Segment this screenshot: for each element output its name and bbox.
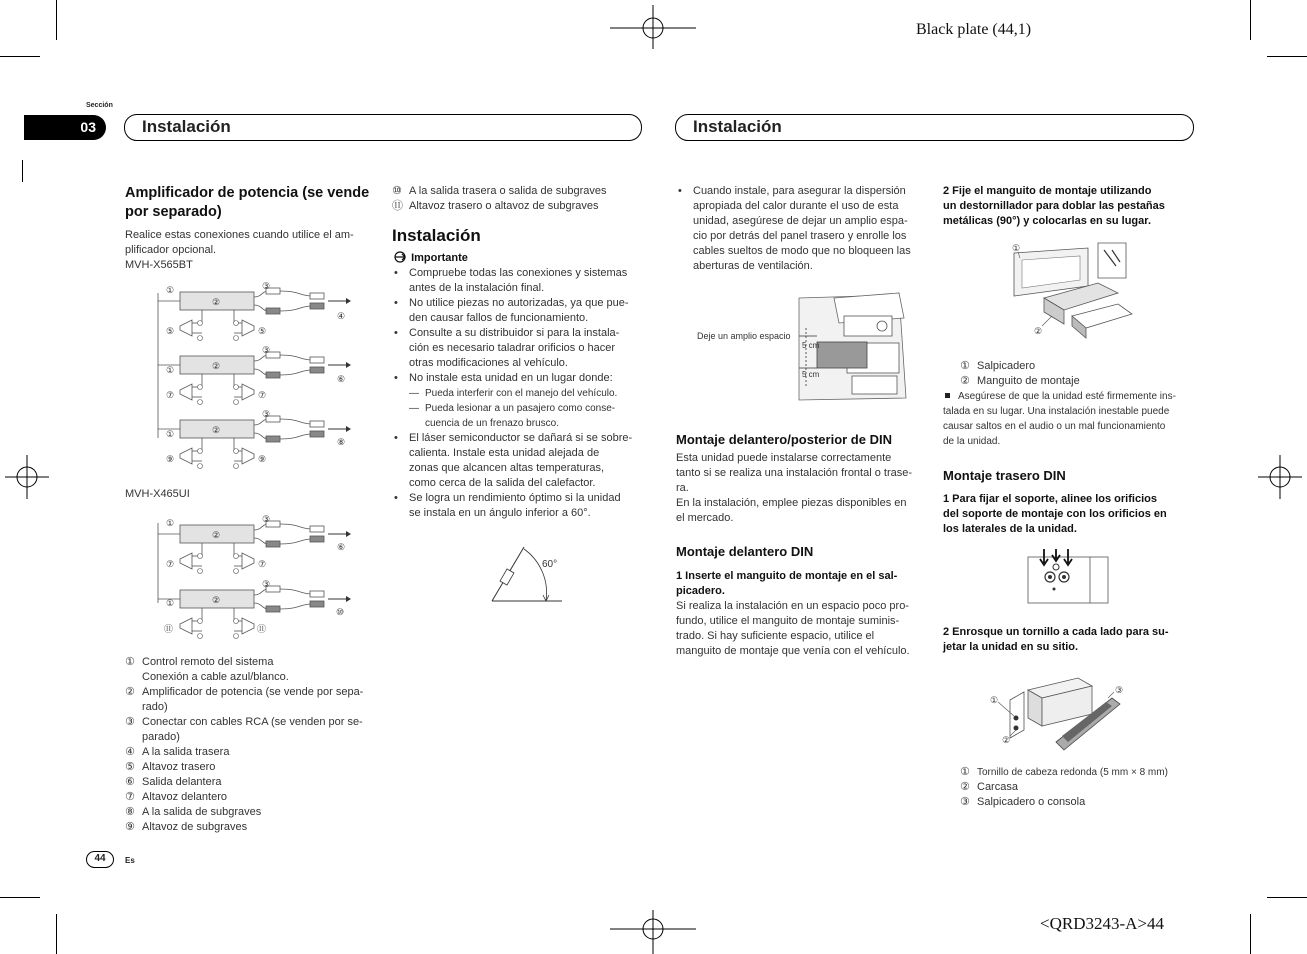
callout-2: ② [1002, 735, 1011, 745]
callout-7: ⑦ [166, 559, 175, 569]
crop-mark [1267, 897, 1307, 898]
mounting-sleeve-diagram [1008, 238, 1138, 343]
callout-9: ⑨ [166, 454, 175, 464]
legend-text: Salpicadero o consola [977, 796, 1086, 808]
legend-number: ② [960, 781, 970, 793]
rear-din-title: Montaje trasero DIN [943, 468, 1066, 483]
important-icon [392, 251, 408, 263]
legend-number: ⑧ [125, 806, 135, 818]
front-din-title: Montaje delantero DIN [676, 544, 814, 559]
section-band-left: Instalación [124, 114, 642, 141]
legend-text: Altavoz trasero [142, 761, 216, 773]
square-bullet-icon [945, 393, 950, 398]
document-code: <QRD3243-A>44 [1040, 914, 1165, 933]
legend-text: Carcasa [977, 781, 1018, 793]
legend-number: ① [960, 360, 970, 372]
amplifier-wiring-diagram [150, 278, 365, 646]
plate-label: Black plate (44,1) [916, 21, 1032, 38]
model-label: MVH-X565BT [125, 259, 193, 271]
section-band-right: Instalación [675, 114, 1194, 141]
clearance-diagram [694, 288, 914, 408]
installation-note: Asegúrese de que la unidad esté firmemente ins- talada en su lugar. Una instalación inestable puede causar saltos en el audio o un mal funcionamiento de la unidad. [943, 391, 1176, 447]
rear-din-step-2: 2 Enrosque un tornillo a cada lado para su- jetar la unidad en su sitio. [943, 626, 1169, 653]
legend-text: Conectar con cables RCA (se venden por se- [142, 716, 363, 728]
legend-number: ⑤ [125, 761, 135, 773]
screw-mounting-diagram [988, 670, 1138, 752]
callout-1: ① [166, 598, 175, 608]
callout-1: ① [166, 285, 175, 295]
legend-number: ⑪ [392, 200, 403, 212]
legend-text: Manguito de montaje [977, 375, 1080, 387]
callout-3: ③ [262, 281, 271, 291]
crop-mark [0, 56, 40, 57]
list-item: • Se logra un rendimiento óptimo si la unidad se instala en un ángulo inferior a 60°. [392, 491, 647, 521]
legend-text: A la salida trasera [142, 746, 230, 758]
registration-mark-left [5, 455, 49, 499]
callout-6: ⑥ [337, 374, 346, 384]
rear-din-section: Montaje trasero DIN 1 Para fijar el soporte, alinee los orificios del soporte de montaje con los orificios en los laterales de la unidad. [943, 468, 1195, 537]
list-item: • No utilice piezas no autorizadas, ya que pue- den causar fallos de funcionamiento. [392, 296, 647, 326]
heat-bullet [676, 184, 928, 274]
legend-number: ⑨ [125, 821, 135, 833]
installation-bullets [392, 266, 647, 386]
callout-4: ④ [337, 311, 346, 321]
crop-mark [1250, 0, 1251, 40]
registration-mark-bottom [610, 910, 696, 954]
installation-title: Instalación [392, 226, 481, 245]
callout-3: ③ [262, 345, 271, 355]
callout-2: ② [212, 595, 221, 605]
legend-text: Conexión a cable azul/blanco. [142, 671, 289, 683]
section-label: Sección [86, 102, 113, 109]
column-3 [676, 184, 928, 274]
legend-text: Control remoto del sistema [142, 656, 274, 668]
legend-text: Altavoz trasero o altavoz de subgraves [409, 200, 599, 212]
crop-mark [22, 160, 23, 182]
legend-text: A la salida trasera o salida de subgraves [409, 185, 607, 197]
callout-7: ⑦ [166, 390, 175, 400]
crop-mark [56, 914, 57, 954]
legend-number: ① [960, 766, 970, 778]
list-item: — Pueda interferir con el manejo del vehículo. [392, 386, 647, 401]
callout-10: ⑩ [336, 607, 345, 617]
legend-number: ② [960, 375, 970, 387]
callout-7: ⑦ [258, 559, 267, 569]
amplifier-intro-line: plificador opcional. [125, 244, 217, 256]
page-number: 44 [94, 853, 106, 864]
list-item: — Pueda lesionar a un pasajero como conse- cuencia de un frenazo brusco. [392, 401, 647, 431]
legend-number: ③ [125, 716, 135, 728]
installation-bullets-2 [392, 431, 647, 521]
din-title: Montaje delantero/posterior de DIN [676, 432, 892, 447]
column-4-body [960, 359, 1200, 389]
callout-3: ③ [262, 579, 271, 589]
list-item: • El láser semiconductor se dañará si se sobre- calienta. Instale esta unidad alejada de zonas que alcancen altas temperaturas, como cerca de la salida del calefactor. [392, 431, 647, 491]
legend-number: ⑥ [125, 776, 135, 788]
legend-number: ③ [960, 796, 970, 808]
legend-text: Altavoz delantero [142, 791, 227, 803]
callout-2: ② [212, 425, 221, 435]
callout-6: ⑥ [337, 542, 346, 552]
callout-1: ① [166, 365, 175, 375]
list-item: • Consulte a su distribuidor si para la instala- ción es necesario taladrar orificios o hacer otras modificaciones al vehículo. [392, 326, 647, 371]
callout-8: ⑧ [337, 437, 346, 447]
page-number-badge [86, 851, 114, 868]
crop-mark [0, 897, 40, 898]
angle-diagram [488, 543, 568, 605]
callout-2: ② [212, 297, 221, 307]
angle-label: 60° [542, 559, 558, 570]
registration-mark-top [610, 5, 696, 49]
crop-mark [56, 0, 57, 40]
callout-3: ③ [1115, 685, 1124, 695]
column-1-legend [125, 655, 380, 835]
amplifier-intro-line: Realice estas conexiones cuando utilice el am- [125, 229, 354, 241]
callout-5: ⑤ [166, 326, 175, 336]
bracket-alignment-diagram [1024, 545, 1114, 607]
registration-mark-right [1258, 455, 1302, 499]
clearance-label: Deje un amplio espacio [697, 331, 791, 341]
legend-text: A la salida de subgraves [142, 806, 262, 818]
callout-11: ⑪ [164, 624, 174, 634]
legend-number: ② [125, 686, 135, 698]
callout-2: ② [1034, 326, 1043, 336]
legend-number: ① [125, 656, 135, 668]
callout-1: ① [990, 695, 999, 705]
list-item: • Compruebe todas las conexiones y sistemas antes de la instalación final. [392, 266, 647, 296]
legend-text: Amplificador de potencia (se vende por sepa- [142, 686, 364, 698]
list-item: • No instale esta unidad en un lugar donde: [392, 371, 647, 386]
legend-number: ④ [125, 746, 135, 758]
crop-mark [1267, 56, 1307, 57]
callout-2: ② [212, 361, 221, 371]
legend-number: ⑦ [125, 791, 135, 803]
installation-sub-bullets [392, 386, 647, 431]
callout-1: ① [166, 518, 175, 528]
callout-2: ② [212, 530, 221, 540]
callout-3: ③ [262, 409, 271, 419]
legend-text: parado) [142, 731, 180, 743]
column-3-din: Montaje delantero/posterior de DIN Esta unidad puede instalarse correctamente tanto si se realiza una instalación frontal o trase- ra. En la instalación, emplee piezas disponibles en el mercado. Montaje delantero DIN 1 Inserte el manguito de montaje en el sal- picadero. Si realiza la instalación en un espacio poco pro- fundo, utilice el manguito de montaje suminis- trado. Si hay suficiente espacio, utilice el manguito de montaje que venía con el vehículo. [676, 432, 928, 659]
dimension-label: 5 cm [802, 341, 820, 350]
screw-legend [960, 765, 1200, 810]
legend-text: rado) [142, 701, 168, 713]
callout-5: ⑤ [258, 326, 267, 336]
column-2 [392, 184, 647, 521]
legend-text: Tornillo de cabeza redonda (5 mm × 8 mm) [977, 767, 1168, 778]
language-code: Es [125, 856, 135, 865]
legend-text: Salpicadero [977, 360, 1036, 372]
legend-text: Altavoz de subgraves [142, 821, 248, 833]
section-number: 03 [24, 115, 106, 140]
legend-number: ⑩ [392, 185, 402, 197]
important-label: Importante [411, 252, 468, 264]
callout-11: ⑪ [257, 624, 267, 634]
amplifier-title: Amplificador de potencia (se vende por separado) [125, 185, 370, 220]
callout-3: ③ [262, 514, 271, 524]
model-label-2: MVH-X465UI [125, 488, 190, 500]
callout-9: ⑨ [258, 454, 267, 464]
callout-7: ⑦ [258, 390, 267, 400]
callout-1: ① [166, 429, 175, 439]
legend-text: Salida delantera [142, 776, 222, 788]
dimension-label: 5 cm [802, 370, 820, 379]
crop-mark [1250, 914, 1251, 954]
column-4: 2 Fije el manguito de montaje utilizando un destornillador para doblar las pestañas metálicas (90°) y colocarlas en su lugar. [943, 185, 1165, 227]
callout-1: ① [1012, 243, 1021, 253]
column-1 [125, 184, 375, 273]
list-item: • Cuando instale, para asegurar la dispersión apropiada del calor durante el uso de esta unidad, asegúrese de dejar un amplio espa- cio por detrás del panel trasero y enrolle los cables sueltos de modo que no bloqueen las aberturas de ventilación. [676, 184, 928, 274]
